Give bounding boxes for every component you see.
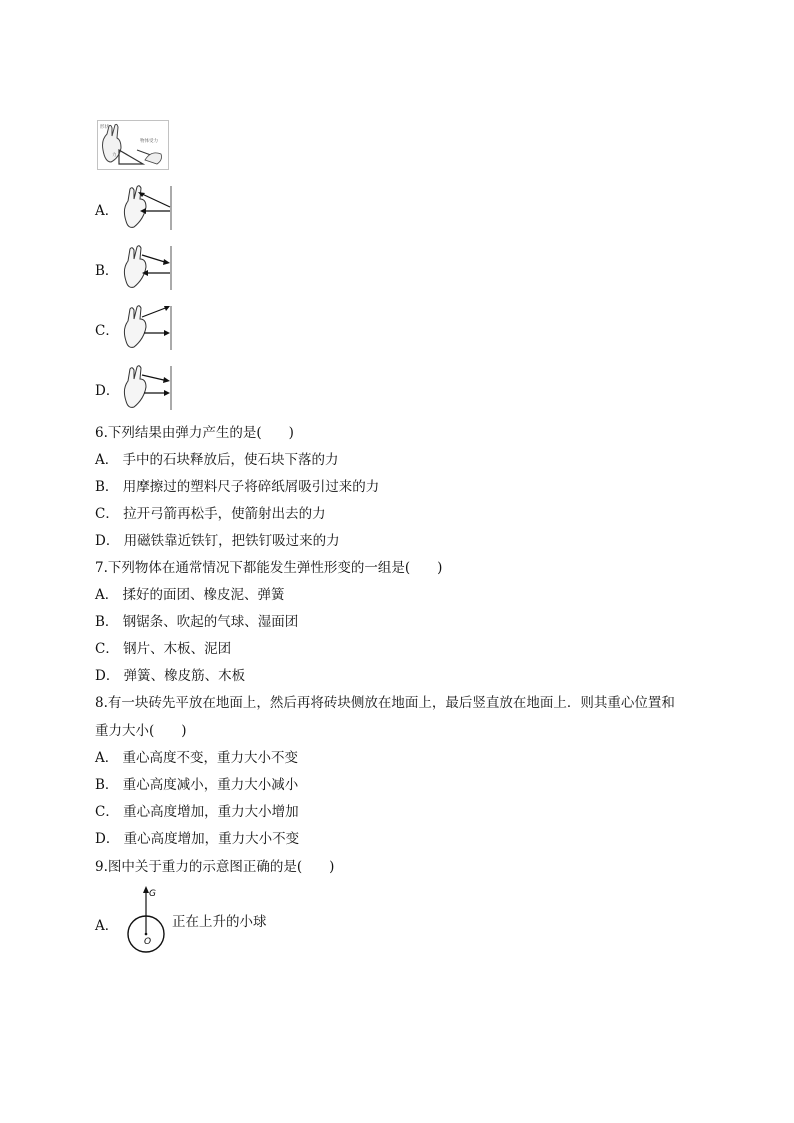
question-6-stem: 6.下列结果由弹力产生的是( ): [95, 425, 294, 441]
hand-force-figure-b: [120, 241, 172, 291]
question-8-option-d: D． 重心高度增加，重力大小不变: [95, 831, 300, 847]
question-9-option-a-label: A．: [95, 918, 119, 934]
question-9-stem: 9.图中关于重力的示意图正确的是( ): [95, 859, 335, 875]
question-6-option-c: C． 拉开弓箭再松手，使箭射出去的力: [95, 506, 326, 522]
question-9-option-a-caption: 正在上升的小球: [172, 914, 267, 930]
question-8-option-a: A． 重心高度不变，重力大小不变: [95, 750, 299, 766]
svg-text:形状: 形状: [100, 125, 109, 130]
question-6-option-b: B． 用摩擦过的塑料尺子将碎纸屑吸引过来的力: [95, 479, 380, 495]
question-7-option-d: D． 弹簧、橡皮筋、木板: [95, 668, 246, 684]
figure-option-d-label: D．: [95, 383, 120, 399]
ball-g-label: G: [149, 889, 156, 899]
figure-option-c-label: C．: [95, 323, 119, 339]
svg-text:物体受力: 物体受力: [140, 139, 158, 144]
hand-force-figure-d: [120, 361, 172, 411]
question-7-stem: 7.下列物体在通常情况下都能发生弹性形变的一组是( ): [95, 560, 443, 576]
svg-text:力: 力: [112, 153, 117, 158]
question-7-option-a: A． 揉好的面团、橡皮泥、弹簧: [95, 587, 285, 603]
question-8-option-c: C． 重心高度增加，重力大小增加: [95, 804, 299, 820]
question-7-option-c: C． 钢片、木板、泥团: [95, 641, 232, 657]
question-6-option-d: D． 用磁铁靠近铁钉，把铁钉吸过来的力: [95, 533, 340, 549]
ball-o-label: O: [144, 937, 152, 947]
question-8-option-b: B． 重心高度减小，重力大小减小: [95, 777, 299, 793]
question-8-stem-line-2: 重力大小( ): [95, 723, 187, 739]
hand-ruler-figure: [97, 120, 169, 170]
rising-ball-figure: [122, 884, 172, 956]
question-7-option-b: B． 钢锯条、吹起的气球、湿面团: [95, 614, 299, 630]
figure-option-b-label: B．: [95, 263, 119, 279]
figure-option-a-label: A．: [95, 203, 119, 219]
hand-force-figure-c: [120, 301, 172, 351]
hand-force-figure-a: [120, 181, 172, 231]
question-8-stem-line-1: 8.有一块砖先平放在地面上，然后再将砖块侧放在地面上，最后竖直放在地面上．则其重心位置和: [95, 695, 675, 711]
question-6-option-a: A． 手中的石块释放后，使石块下落的力: [95, 452, 339, 468]
